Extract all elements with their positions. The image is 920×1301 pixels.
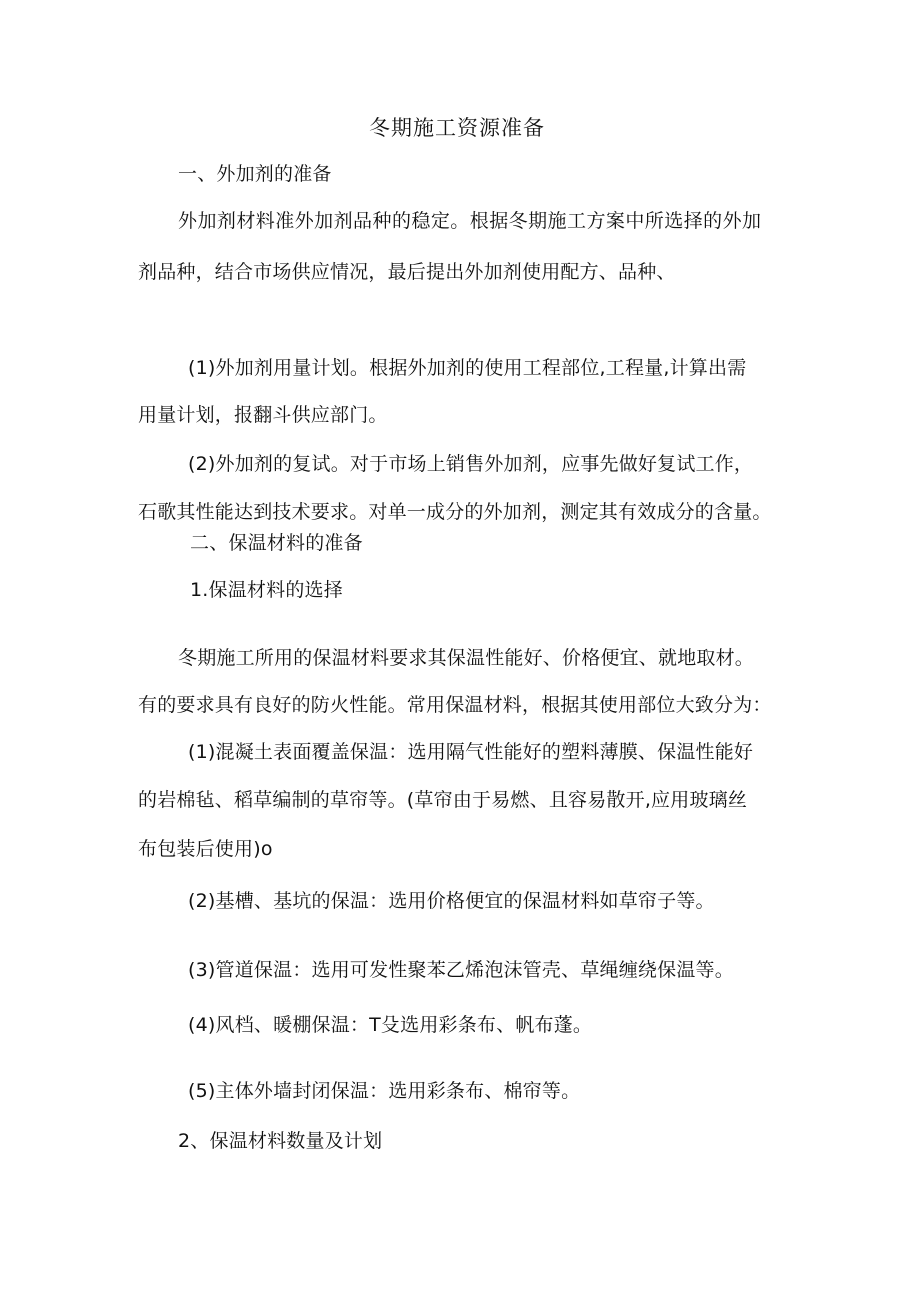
section1-heading: 一、外加剂的准备 [178,163,332,185]
list-item1-line3: 布包装后使用)o [138,838,273,860]
item1-1-line2: 用量计划，报翻斗供应部门。 [138,404,388,426]
item1-2-line1: (2)外加剂的复试。对于市场上销售外加剂，应事先做好复试工作， [188,453,754,475]
item1-2-line2: 石歌其性能达到技术要求。对单一成分的外加剂，测定其有效成分的含量。 [138,501,772,523]
section1-intro-line1: 外加剂材料准外加剂品种的稳定。根据冬期施工方案中所选择的外加 [178,210,762,232]
item1-1-line1: (1)外加剂用量计划。根据外加剂的使用工程部位,工程量,计算出需 [188,357,747,379]
list-item1-line1: (1)混凝土表面覆盖保温：选用隔气性能好的塑料薄膜、保温性能好 [188,741,754,763]
list-item1-line2: 的岩棉毡、稻草编制的草帘等。(草帘由于易燃、且容易散开,应用玻璃丝 [138,789,748,811]
section2-heading: 二、保温材料的准备 [190,532,363,554]
list-item2: (2)基槽、基坑的保温：选用价格便宜的保温材料如草帘子等。 [188,890,715,912]
list-item3: (3)管道保温：选用可发性聚苯乙烯泡沫管壳、草绳缠绕保温等。 [188,959,734,981]
sub1-intro-line2: 有的要求具有良好的防火性能。常用保温材料，根据其使用部位大致分为： [138,694,772,716]
list-item5: (5)主体外墙封闭保温：选用彩条布、棉帘等。 [188,1080,581,1102]
sub1-intro-line1: 冬期施工所用的保温材料要求其保温性能好、价格便宜、就地取材。 [178,647,755,669]
sub2-heading: 2、保温材料数量及计划 [178,1130,383,1152]
document-title: 冬期施工资源准备 [369,116,545,140]
list-item4: (4)风档、暖棚保温：T殳选用彩条布、帆布蓬。 [188,1014,593,1036]
section1-intro-line2: 剂品种，结合市场供应情况，最后提出外加剂使用配方、品种、 [138,261,676,283]
sub1-heading: 1.保温材料的选择 [190,579,343,601]
